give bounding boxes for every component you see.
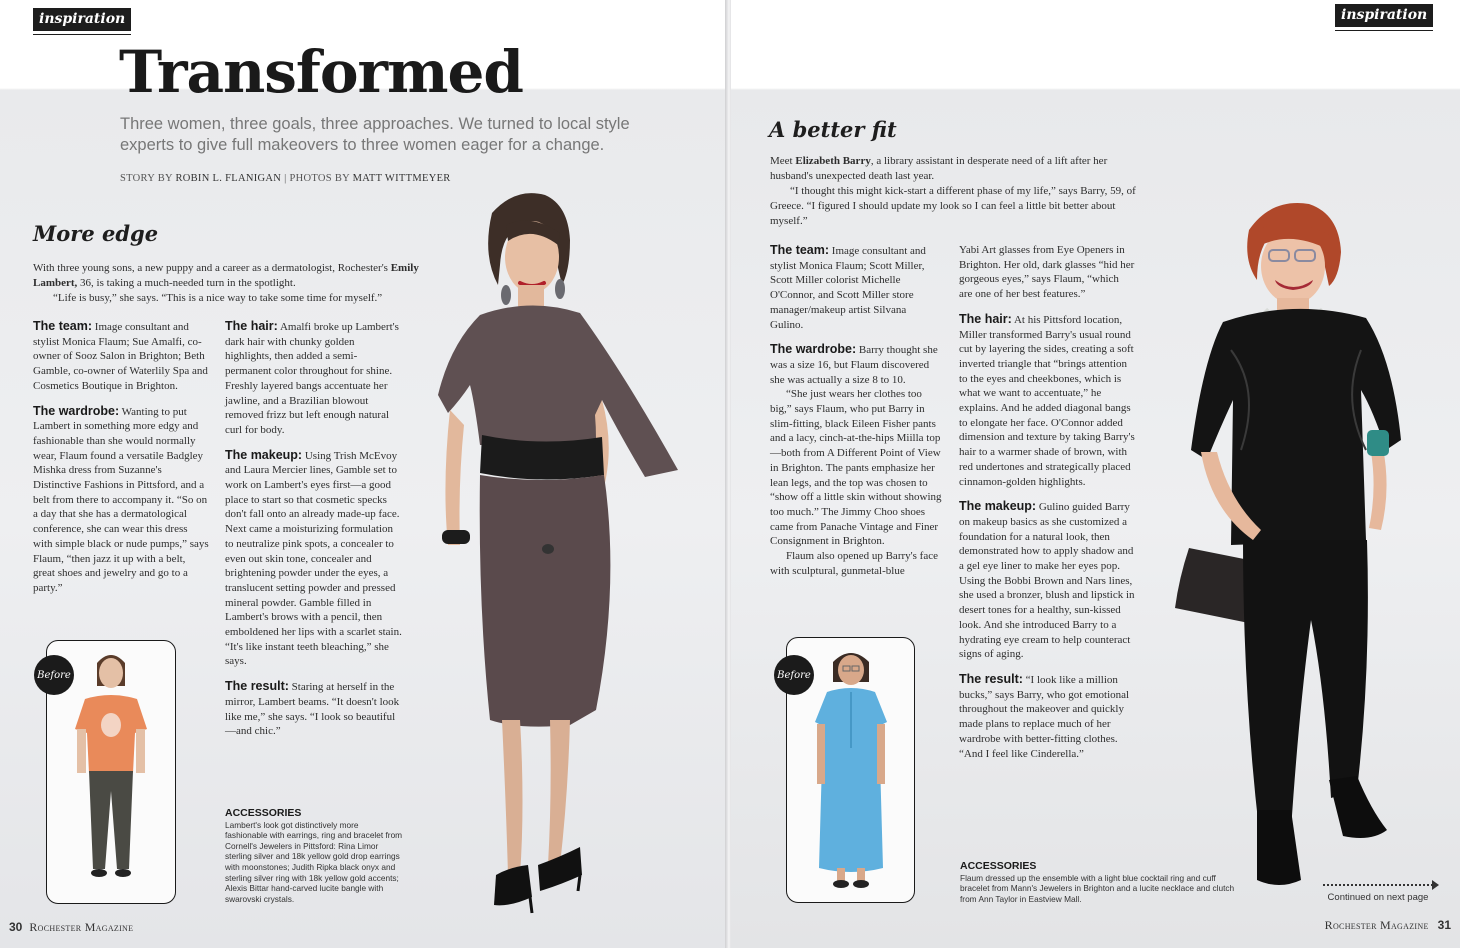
continued-text: Continued on next page bbox=[1327, 892, 1429, 903]
byline bbox=[120, 173, 451, 184]
page-number: 31 bbox=[1437, 918, 1451, 932]
byline-separator: | bbox=[284, 173, 287, 184]
accessories-text: Lambert's look got distinctively more fashionable with earrings, ring and bracelet from Cornell's Jewelers in Pittsford: Rina Limor sterling silver and 18k yellow gold drop earrings with moonstones; Judith Ripka black onyx and sterling silver ring with 18k yellow gold accents; Alexis Bittar hand-carved lucite bangle with swarovski crystals. bbox=[225, 819, 403, 904]
wardrobe-text: Wanting to put Lambert in something more edgy and fashionable than she would normally wear, Flaum found a versatile Badgley Mishka dress from Suzanne's Distinctive Fashions in Pittsford, and a belt from there to accompany it. “So on a day that she has a dermatological conference, she can wear this dress with simple black or nude pumps,” says Flaum, “then jazz it up with a belt, great shoes and jewelry and go to a party.” bbox=[33, 405, 209, 594]
makeup-label: The makeup: bbox=[959, 499, 1037, 514]
subject-name: Emily Lambert, bbox=[33, 262, 419, 289]
hair-text: At his Pittsford location, Miller transformed Barry's usual round cut by layering the sides, creating a soft inverted triangle that “brings attention to the eyes and cheekbones, which is what we want to accentuate,” he explains. And he added diagonal bangs to elongate her face. O'Connor added dimension and texture by taking Barry's hair to a warmer shade of brown, with red undertones and strategically placed cinnamon-golden highlights. bbox=[959, 313, 1135, 488]
page-number: 30 bbox=[9, 920, 23, 934]
wardrobe-text-2: “She just wears her clothes too big,” says Flaum, who put Barry in slim-fitting, black Eileen Fisher pants and a lacy, cinch-at-the-hips Miilla top—both from A Different Point of View in Brighton. The pants emphasize her lean legs, and the top was chosen to “show off a little skin without showing too much.” The Jimmy Choo shoes came from Panache Vintage and Finer Consignment in Brighton. bbox=[770, 388, 942, 548]
wardrobe-text-3: Flaum also opened up Barry's face with sculptural, gunmetal-blue bbox=[770, 550, 938, 577]
glasses-text: Yabi Art glasses from Eye Openers in Brighton. Her old, dark glasses “hid her gorgeous eyes,” says Flaum, “which are one of her best features.” bbox=[959, 244, 1135, 301]
team-label: The team: bbox=[33, 319, 93, 333]
section-heading-better-fit: A better fit bbox=[769, 117, 897, 142]
team-text: Image consultant and stylist Monica Flaum; Sue Amalfi, co-owner of Sooz Salon in Brighton; Beth Gamble, co-owner of Waterlily Spa and Cosmetics Boutique in Brighton. bbox=[33, 321, 208, 392]
before-badge: Before bbox=[774, 655, 814, 695]
story-label: STORY BY bbox=[120, 173, 173, 184]
section-heading-more-edge: More edge bbox=[33, 221, 159, 246]
intro-paragraph bbox=[33, 261, 428, 306]
makeup-text: Using Trish McEvoy and Laura Mercier lines, Gamble set to work on Lambert's eyes first—a good place to start so that cosmetic specks don't fall onto an already made-up face. Next came a moisturizing formulation to neutralize pink spots, a concealer to even out skin tone, concealer and brightening powder under the eyes, a translucent setting powder and pressed mineral powder. Gamble filled in Lambert's brows with a pencil, then emboldened her lips with a scarlet stain. “It's like instant teeth bleaching,” she says. bbox=[225, 449, 402, 668]
photographer: MATT WITTMEYER bbox=[352, 173, 451, 184]
intro-text: With three young sons, a new puppy and a career as a dermatologist, Rochester's bbox=[33, 262, 391, 274]
wardrobe-label: The wardrobe: bbox=[770, 342, 857, 357]
section-tag: inspiration bbox=[33, 8, 131, 31]
barry-after-photo bbox=[1161, 190, 1431, 900]
result-label: The result: bbox=[225, 679, 289, 694]
accessories-heading: ACCESSORIES bbox=[960, 860, 1037, 872]
intro-text-cont: , a library assistant in desperate need of a lift after her husband's unexpected death last year. bbox=[770, 155, 1108, 182]
page-title: Transformed bbox=[119, 38, 523, 106]
accessories-box bbox=[225, 808, 403, 904]
right-page bbox=[731, 0, 1460, 948]
result-text: Staring at herself in the mirror, Lambert beams. “It doesn't look like me,” she says. “I look so beautiful—and chic.” bbox=[225, 681, 400, 738]
story-author: ROBIN L. FLANIGAN bbox=[175, 173, 282, 184]
text-column-1 bbox=[770, 243, 942, 578]
intro-text-cont: 36, is taking a much-needed turn in the spotlight. bbox=[77, 277, 296, 289]
team-label: The team: bbox=[770, 243, 830, 257]
continued-note bbox=[1323, 884, 1433, 903]
team-text: Image consultant and stylist Monica Flaum; Scott Miller, Scott Miller colorist Michelle O'Connor, and Scott Miller store manager/makeup artist Silvana Gulino. bbox=[770, 245, 926, 331]
intro-quote: “Life is busy,” she says. “This is a nice way to take some time for myself.” bbox=[53, 292, 383, 304]
wardrobe-label: The wardrobe: bbox=[33, 403, 120, 418]
accessories-box bbox=[960, 861, 1240, 904]
dek: Three women, three goals, three approaches. We turned to local style experts to give full makeovers to three women eager for a change. bbox=[120, 115, 630, 154]
accessories-text: Flaum dressed up the ensemble with a light blue cocktail ring and cuff bracelet from Mann's Jewelers in Brighton and a lucite necklace and clutch from Ann Taylor in Eastview Mall. bbox=[960, 872, 1235, 904]
accessories-heading: ACCESSORIES bbox=[225, 807, 302, 819]
makeup-label: The makeup: bbox=[225, 447, 303, 462]
magazine-name: Rochester Magazine bbox=[29, 920, 134, 934]
result-text: “I look like a million bucks,” says Barry, who got emotional throughout the makeover and quickly made plans to replace much of her wardrobe with better-fitting clothes. “And I feel like Cinderella.” bbox=[959, 673, 1130, 760]
section-tag: inspiration bbox=[1335, 4, 1433, 27]
magazine-name: Rochester Magazine bbox=[1324, 918, 1429, 932]
wardrobe-text: Barry thought she was a size 16, but Flaum discovered she was actually a size 8 to 10. bbox=[770, 344, 938, 386]
right-footer bbox=[1325, 918, 1451, 933]
makeup-text: Gulino guided Barry on makeup basics as she customized a foundation for a natural look, then demonstrated how to apply shadow and a gel eye liner to make her eyes pop. Using the Bobbi Brown and Nars lines, she used a bronzer, blush and lipstick in desert tones for a healthy, sun-kissed look. And she introduced Barry to a hydrating eye cream to help counteract signs of aging. bbox=[959, 501, 1135, 661]
hair-label: The hair: bbox=[225, 319, 278, 333]
text-column-2 bbox=[225, 319, 403, 747]
left-footer bbox=[9, 920, 133, 935]
lambert-after-photo bbox=[420, 185, 700, 915]
photos-label: PHOTOS BY bbox=[289, 173, 350, 184]
intro-text: Meet bbox=[770, 155, 796, 167]
result-label: The result: bbox=[959, 671, 1023, 686]
hair-label: The hair: bbox=[959, 311, 1012, 326]
intro-quote: “I thought this might kick-start a different phase of my life,” says Barry, 59, of Greece. “I figured I should update my look so I can feel a little bit better about myself.” bbox=[770, 185, 1136, 227]
intro-paragraph bbox=[770, 154, 1142, 229]
text-column-2 bbox=[959, 243, 1135, 769]
before-badge: Before bbox=[34, 655, 74, 695]
left-page bbox=[0, 0, 727, 948]
continued-arrow bbox=[1323, 884, 1433, 886]
subject-name: Elizabeth Barry bbox=[795, 155, 871, 167]
text-column-1 bbox=[33, 319, 209, 604]
hair-text: Amalfi broke up Lambert's dark hair with chunky golden highlights, then added a semi-permanent color throughout for shine. Freshly layered bangs accentuate her jawline, and a Brazilian blowout removed frizz but left enough natural curl for body. bbox=[225, 321, 399, 436]
